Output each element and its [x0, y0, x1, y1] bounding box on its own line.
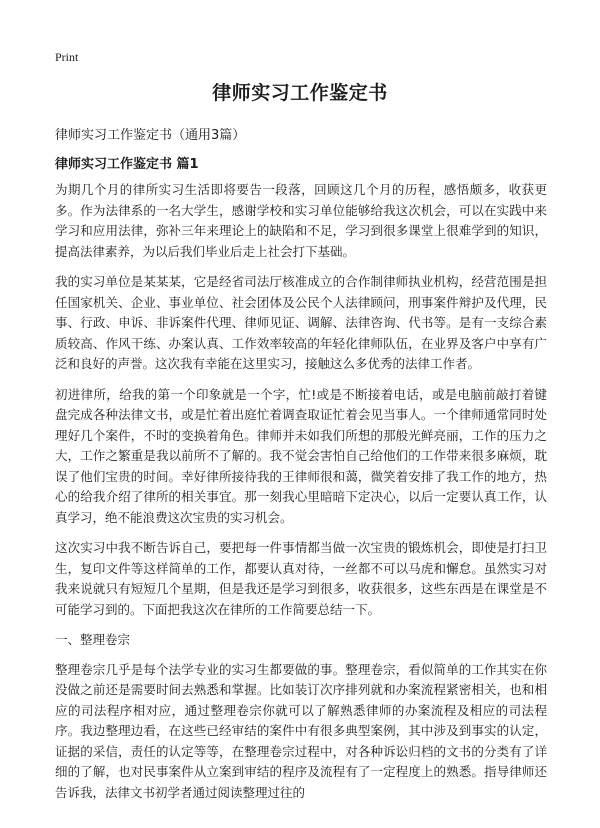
document-subtitle: 律师实习工作鉴定书（通用3篇） [55, 128, 246, 143]
print-link[interactable]: Print [55, 50, 79, 64]
document-body [55, 180, 547, 813]
paragraph-summary: 这次实习中我不断告诉自己，要把每一件事情都当做一次宝贵的锻炼机会，即使是打扫卫生，复印文件等这样简单的工作，都要认真对待，一丝都不可以马虎和懈怠。虽然实习对我来说就只有短短几个星期，但是我还是学习到很多，收获很多，这些东西是在课堂是不可能学习到的。下面把我这次在律所的工作简要总结一下。 [55, 540, 547, 617]
paragraph-first-impression: 初进律所，给我的第一个印象就是一个字，忙!或是不断接着电话，或是电脑前敲打着键盘完成各种法律文书，或是忙着出庭忙着调查取证忙着会见当事人。一个律师通常同时处理好几个案件，不时的变换着角色。律师并未如我们所想的那般光鲜亮丽，工作的压力之大，工作之繁重是我以前所不了解的。我不觉会害怕自己给他们的工作带来很多麻烦，耽误了他们宝贵的时间。幸好律所接待我的王律师很和蔼，微笑着安排了我工作的地方，热心的给我介绍了律所的相关事宜。那一刻我心里暗暗下定决心，以后一定要认真工作，认真学习，绝不能浪费这次宝贵的实习机会。 [55, 386, 547, 525]
subheading-file-organizing: 一、整理卷宗 [55, 632, 131, 647]
paragraph-firm: 我的实习单位是某某某，它是经省司法厅核准成立的合作制律师执业机构，经营范围是担任国家机关、企业、事业单位、社会团体及公民个人法律顾问，刑事案件辩护及代理，民事、行政、申诉、非诉案件代理、律师见证、调解、法律咨询、代书等。是有一支综合素质较高、作风干练、办案认真、工作效率较高的年轻化律师队伍，在业界及客户中享有广泛和良好的声誉。这次我有幸能在这里实习，接触这么多优秀的法律工作者。 [55, 274, 547, 371]
document-title: 律师实习工作鉴定书 [212, 82, 388, 104]
paragraph-file-organizing: 整理卷宗几乎是每个法学专业的实习生都要做的事。整理卷宗，看似简单的工作其实在你没做之前还是需要时间去熟悉和掌握。比如装订次序排列就和办案流程紧密相关，也和相应的司法程序相对应，通过整理卷宗你就可以了解熟悉律师的办案流程及相应的司法程序。我边整理边看，在这些已经审结的案件中有很多典型案例，其中涉及到事实的认定，证据的采信，责任的认定等等，在整理卷宗过程中，对各种诉讼归档的文书的分类有了详细的了解，也对民事案件从立案到审结的程序及流程有了一定程度上的熟悉。指导律师还告诉我，法律文书初学者通过阅读整理过往的 [55, 661, 547, 800]
section-heading: 律师实习工作鉴定书 篇1 [55, 157, 199, 172]
paragraph-intro: 为期几个月的律所实习生活即将要告一段落，回顾这几个月的历程，感悟颇多，收获更多。作为法律系的一名大学生，感谢学校和实习单位能够给我这次机会，可以在实践中来学习和应用法律，弥补三年来理论上的缺陷和不足，学习到很多课堂上很难学到的知识，提高法律素养，为以后我们毕业后走上社会打下基础。 [55, 182, 547, 259]
